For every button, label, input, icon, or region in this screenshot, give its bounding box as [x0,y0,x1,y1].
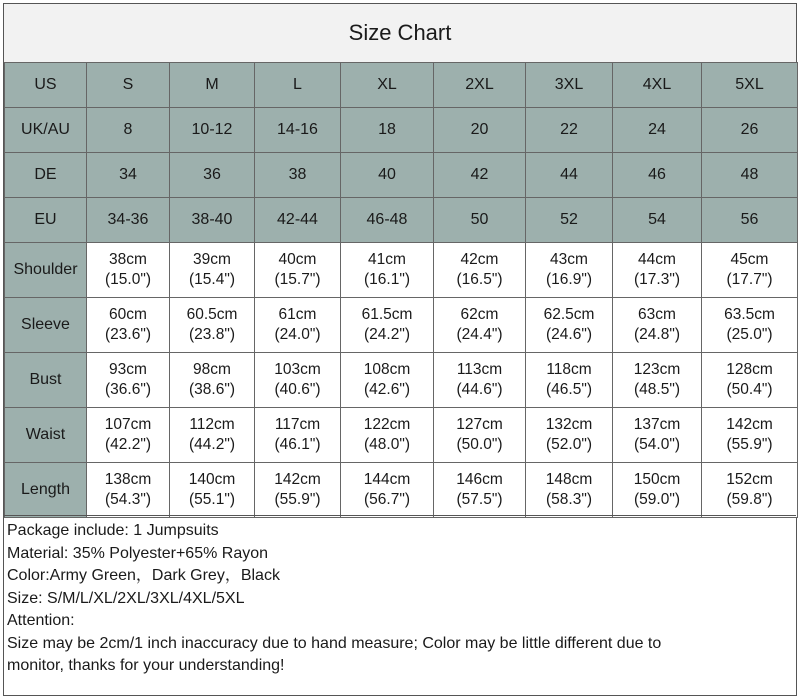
measurement-cm: 107cm [104,416,152,433]
measurement-inch: (46.5") [546,381,592,398]
size-chart-sheet [3,3,797,696]
measurement-cell [526,353,613,408]
note-line: Material: 35% Polyester+65% Rayon [7,544,269,562]
measurement-cell [434,243,526,298]
measurement-inch: (58.3") [546,491,592,508]
measurement-cell [87,298,170,353]
size-cell: M [170,63,255,108]
measurement-inch: (59.0") [634,491,680,508]
size-cell: 34 [87,153,170,198]
note-line: Package include: 1 Jumpsuits [7,522,219,539]
row-header: EU [5,198,87,243]
measurement-row [5,298,798,353]
measurement-cell [434,408,526,463]
measurement-cell [87,408,170,463]
measurement-inch: (42.6") [364,381,410,398]
measurement-row [5,243,798,298]
measurement-cell [526,298,613,353]
measurement-cell [613,408,702,463]
measurement-cell [87,353,170,408]
measurement-cm: 62.5cm [543,306,595,323]
measurement-cell [613,463,702,518]
measurement-inch: (48.5") [634,381,680,398]
measurement-inch: (23.8") [189,326,235,343]
measurement-cell [255,353,341,408]
measurement-cell [702,298,798,353]
measurement-cm: 150cm [633,471,681,488]
measurement-cm: 43cm [550,251,588,268]
measurement-inch: (59.8") [726,491,773,508]
measurement-cm: 113cm [456,361,503,378]
size-cell: S [87,63,170,108]
measurement-cm: 117cm [274,416,321,433]
measurement-inch: (52.0") [546,436,592,453]
measurement-cm: 63.5cm [724,306,775,323]
size-cell: 24 [613,108,702,153]
measurement-cell [255,243,341,298]
measurement-cm: 128cm [726,361,773,378]
size-table [4,62,798,518]
row-header: Sleeve [5,298,87,353]
measurement-cm: 103cm [274,361,321,378]
measurement-inch: (55.9") [274,491,321,508]
row-header: US [5,63,87,108]
measurement-inch: (56.7") [364,491,410,508]
measurement-cm: 118cm [546,361,592,378]
size-cell: 2XL [434,63,526,108]
measurement-inch: (50.0") [456,436,503,453]
measurement-cell [434,353,526,408]
measurement-cell [613,243,702,298]
measurement-cm: 45cm [730,251,769,268]
size-cell: 5XL [702,63,798,108]
row-header: Waist [5,408,87,463]
measurement-cm: 152cm [726,471,773,488]
size-row [5,198,798,243]
measurement-cell [341,298,434,353]
size-cell: 40 [341,153,434,198]
size-cell: 10-12 [170,108,255,153]
measurement-cell [702,353,798,408]
measurement-inch: (15.7") [274,271,321,288]
measurement-cell [613,353,702,408]
size-cell: 36 [170,153,255,198]
measurement-cell [526,463,613,518]
measurement-cm: 108cm [363,361,411,378]
measurement-cell [87,243,170,298]
measurement-inch: (44.2") [189,436,235,453]
measurement-cell [87,463,170,518]
measurement-cm: 122cm [363,416,411,433]
measurement-inch: (36.6") [105,381,151,398]
measurement-cm: 127cm [456,416,503,433]
measurement-cell [170,298,255,353]
measurement-cm: 98cm [193,361,231,378]
measurement-cm: 146cm [456,471,503,488]
measurement-cm: 38cm [109,251,147,268]
measurement-cell [170,243,255,298]
note-line: Size: S/M/L/XL/2XL/3XL/4XL/5XL [7,589,245,607]
measurement-inch: (17.7") [726,271,773,288]
measurement-inch: (50.4") [726,381,773,398]
size-cell: 44 [526,153,613,198]
measurement-inch: (17.3") [634,271,680,288]
measurement-row [5,408,798,463]
note-line: Attention: [7,612,75,629]
measurement-cell [170,353,255,408]
measurement-cell [255,463,341,518]
measurement-inch: (55.1") [189,491,235,508]
size-cell: 4XL [613,63,702,108]
measurement-cm: 123cm [633,361,681,378]
measurement-row [5,463,798,518]
note-line: monitor, thanks for your understanding! [7,657,285,674]
measurement-cm: 44cm [638,251,676,268]
note-line: Color:Army Green，Dark Grey，Black [7,567,280,584]
product-notes [4,515,796,678]
measurement-cell [170,463,255,518]
size-row [5,153,798,198]
row-header: UK/AU [5,108,87,153]
measurement-cm: 144cm [363,471,411,488]
measurement-cm: 142cm [274,471,321,488]
measurement-inch: (54.0") [634,436,680,453]
row-header: DE [5,153,87,198]
row-header: Length [5,463,87,518]
measurement-inch: (48.0") [364,436,410,453]
measurement-cm: 112cm [189,416,235,433]
measurement-cm: 140cm [188,471,236,488]
measurement-cm: 132cm [545,416,593,433]
measurement-cell [341,353,434,408]
size-cell: 34-36 [87,198,170,243]
measurement-cell [434,463,526,518]
measurement-cm: 138cm [104,471,152,488]
measurement-cell [526,408,613,463]
size-cell: 48 [702,153,798,198]
measurement-inch: (24.2") [364,326,410,343]
size-row [5,63,798,108]
measurement-inch: (25.0") [726,326,773,343]
size-cell: 52 [526,198,613,243]
size-cell: 8 [87,108,170,153]
measurement-inch: (16.9") [546,271,592,288]
size-cell: 42 [434,153,526,198]
measurement-cell [702,243,798,298]
measurement-inch: (24.6") [546,326,592,343]
row-header: Bust [5,353,87,408]
size-cell: L [255,63,341,108]
measurement-cm: 62cm [460,306,499,323]
measurement-inch: (24.4") [456,326,503,343]
measurement-inch: (42.2") [105,436,151,453]
size-cell: 42-44 [255,198,341,243]
measurement-cm: 93cm [109,361,147,378]
measurement-inch: (40.6") [274,381,321,398]
measurement-cm: 148cm [545,471,593,488]
measurement-inch: (23.6") [105,326,151,343]
measurement-cm: 41cm [368,251,406,268]
measurement-inch: (15.0") [105,271,151,288]
measurement-cm: 42cm [460,251,499,268]
size-cell: 26 [702,108,798,153]
measurement-cm: 39cm [193,251,231,268]
measurement-cm: 137cm [633,416,681,433]
size-cell: 20 [434,108,526,153]
measurement-cell [170,408,255,463]
note-line: Size may be 2cm/1 inch inaccuracy due to hand measure; Color may be little different due to [7,634,662,652]
measurement-cm: 60cm [109,306,147,323]
measurement-cm: 61cm [278,306,317,323]
measurement-inch: (38.6") [189,381,235,398]
size-cell: 54 [613,198,702,243]
measurement-cell [341,463,434,518]
measurement-cell [702,408,798,463]
size-cell: 38 [255,153,341,198]
size-cell: 18 [341,108,434,153]
measurement-cell [341,243,434,298]
size-cell: 46-48 [341,198,434,243]
chart-title: Size Chart [4,4,796,63]
size-row [5,108,798,153]
measurement-inch: (24.8") [634,326,680,343]
measurement-cell [702,463,798,518]
measurement-inch: (55.9") [726,436,773,453]
measurement-inch: (54.3") [105,491,151,508]
measurement-cell [341,408,434,463]
measurement-inch: (44.6") [456,381,503,398]
measurement-inch: (15.4") [189,271,235,288]
measurement-cell [613,298,702,353]
size-cell: 3XL [526,63,613,108]
size-cell: 22 [526,108,613,153]
measurement-row [5,353,798,408]
measurement-cell [255,408,341,463]
measurement-cm: 63cm [638,306,676,323]
measurement-cm: 40cm [278,251,317,268]
measurement-cm: 61.5cm [361,306,413,323]
size-cell: 14-16 [255,108,341,153]
measurement-cell [526,243,613,298]
size-cell: 56 [702,198,798,243]
size-table-body [5,63,798,518]
measurement-inch: (24.0") [274,326,321,343]
measurement-cell [434,298,526,353]
size-cell: 38-40 [170,198,255,243]
measurement-cm: 60.5cm [186,306,238,323]
measurement-inch: (57.5") [456,491,503,508]
size-cell: 46 [613,153,702,198]
measurement-inch: (16.1") [364,271,410,288]
measurement-cm: 142cm [726,416,773,433]
size-cell: XL [341,63,434,108]
measurement-inch: (16.5") [456,271,503,288]
size-cell: 50 [434,198,526,243]
row-header: Shoulder [5,243,87,298]
measurement-cell [255,298,341,353]
measurement-inch: (46.1") [274,436,321,453]
